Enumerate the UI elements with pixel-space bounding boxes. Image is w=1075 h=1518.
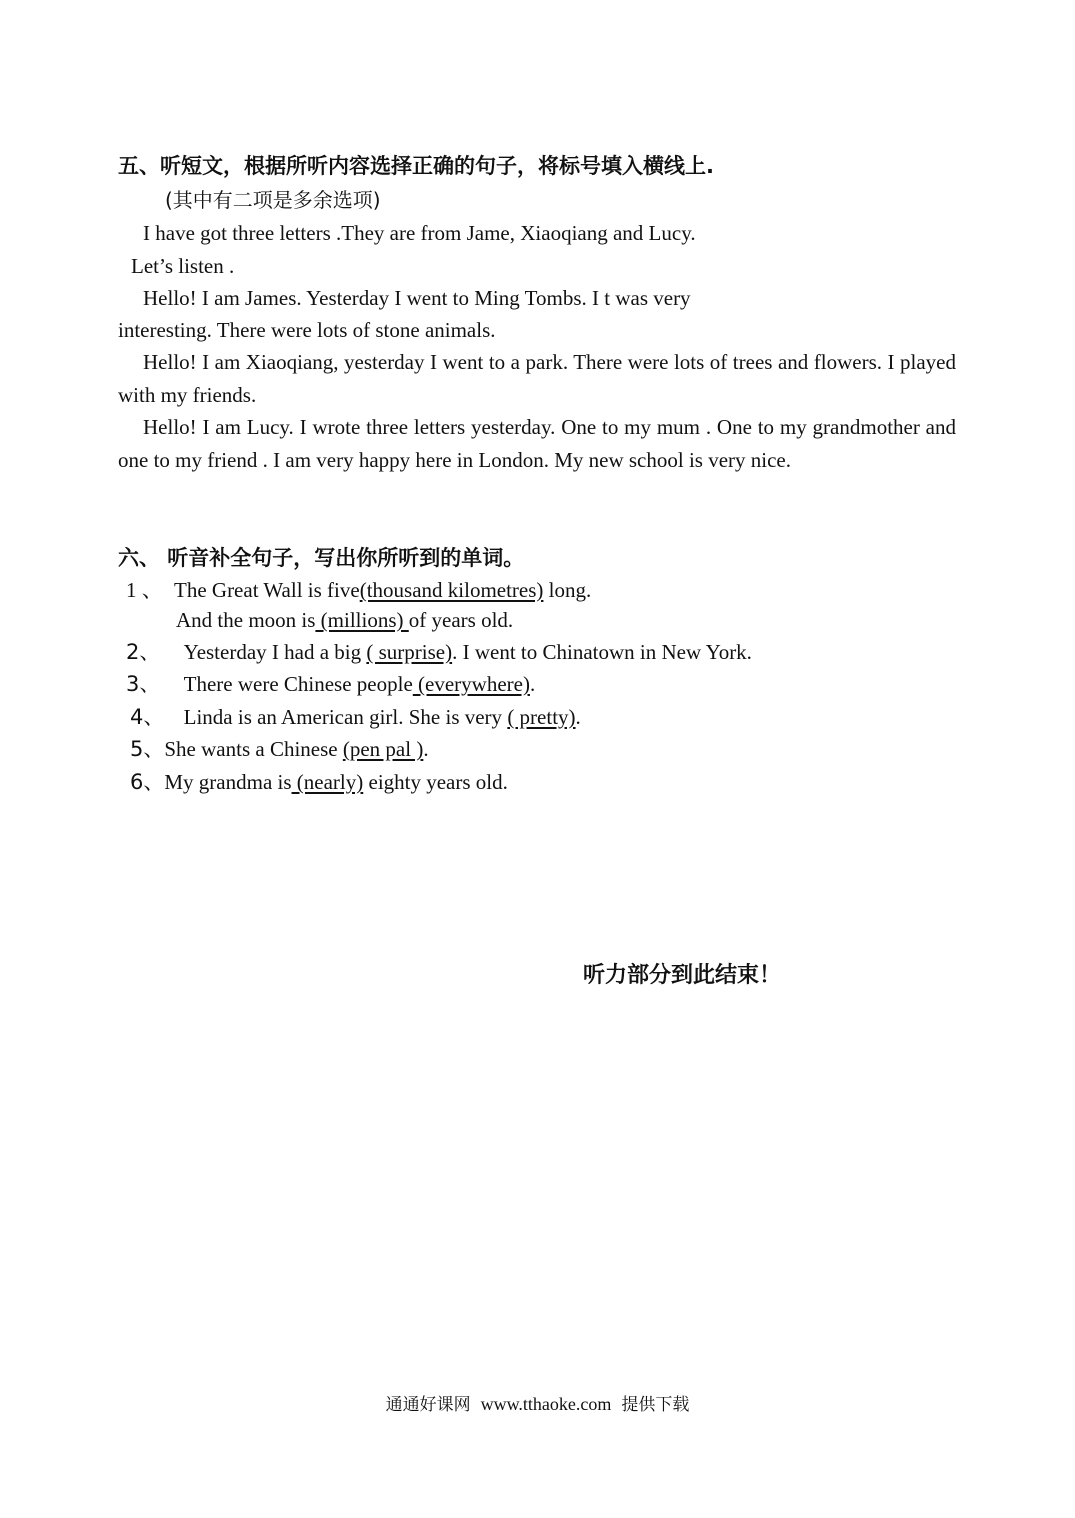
item-text: There were Chinese people xyxy=(183,672,413,696)
section5-xiaoqiang-paragraph: Hello! I am Xiaoqiang, yesterday I went to a park. There were lots of trees and flowers. I played with my friends. xyxy=(118,350,956,407)
answer-blank: ( pretty) xyxy=(507,705,576,729)
section6-item-1b xyxy=(176,606,513,634)
item-text-end: long. xyxy=(543,578,592,602)
item-number: 6、 xyxy=(130,770,165,794)
section6-item-3 xyxy=(126,670,535,698)
answer-blank: (pen pal ) xyxy=(342,737,424,761)
answer-blank: (everywhere) xyxy=(412,672,530,696)
section6-item-2 xyxy=(126,638,752,666)
item-number: 4、 xyxy=(130,705,165,729)
footer xyxy=(0,1390,1075,1415)
item-text: Yesterday I had a big xyxy=(183,640,367,664)
answer-blank: ( surprise) xyxy=(366,640,453,664)
answer-blank: (millions) xyxy=(315,608,409,632)
item-text-end: . xyxy=(423,737,429,761)
section5-james-line2: interesting. There were lots of stone animals. xyxy=(118,318,496,342)
footer-url: www.tthaoke.com xyxy=(480,1394,612,1414)
item-text: The Great Wall is five xyxy=(174,578,360,602)
section6-item-4 xyxy=(130,703,581,731)
item-text: She wants a Chinese xyxy=(164,737,343,761)
item-text-end: eighty years old. xyxy=(363,770,508,794)
section6-title: 六、 听音补全句子，写出你所听到的单词。 xyxy=(118,546,525,570)
section6-item-1 xyxy=(126,576,591,604)
item-text: And the moon is xyxy=(176,608,316,632)
section5-james-line1: Hello! I am James. Yesterday I went to Ming Tombs. I t was very xyxy=(143,286,691,310)
item-text-end: . xyxy=(575,705,581,729)
item-text-end: . I went to Chinatown in New York. xyxy=(452,640,752,664)
item-number: 1 、 xyxy=(126,578,163,602)
section5-intro: I have got three letters .They are from Jame, Xiaoqiang and Lucy. xyxy=(143,221,696,245)
section6-item-5 xyxy=(130,735,429,763)
answer-blank: (nearly) xyxy=(291,770,364,794)
footer-site-name: 通通好课网 xyxy=(385,1395,471,1415)
listening-end-notice: 听力部分到此结束！ xyxy=(583,963,782,988)
item-text-end: . xyxy=(529,672,536,696)
item-text: Linda is an American girl. She is very xyxy=(183,705,508,729)
item-text-end: of years old. xyxy=(408,608,514,632)
section5-listen: Let’s listen . xyxy=(131,254,235,278)
footer-download-text: 提供下载 xyxy=(621,1395,690,1415)
section5-title: 五、听短文，根据所听内容选择正确的句子，将标号填入横线上. xyxy=(118,154,714,178)
item-text: My grandma is xyxy=(164,770,292,794)
section5-note: (其中有二项是多余选项) xyxy=(165,188,381,212)
section6-item-6 xyxy=(130,768,508,796)
section5-lucy-paragraph: Hello! I am Lucy. I wrote three letters yesterday. One to my mum . One to my grandmother and one to my friend . I am very happy here in London. My new school is very nice. xyxy=(118,415,956,472)
item-number: 2、 xyxy=(126,640,161,664)
item-number: 3、 xyxy=(126,672,161,696)
answer-blank: (thousand kilometres) xyxy=(359,578,544,602)
item-number: 5、 xyxy=(130,737,165,761)
